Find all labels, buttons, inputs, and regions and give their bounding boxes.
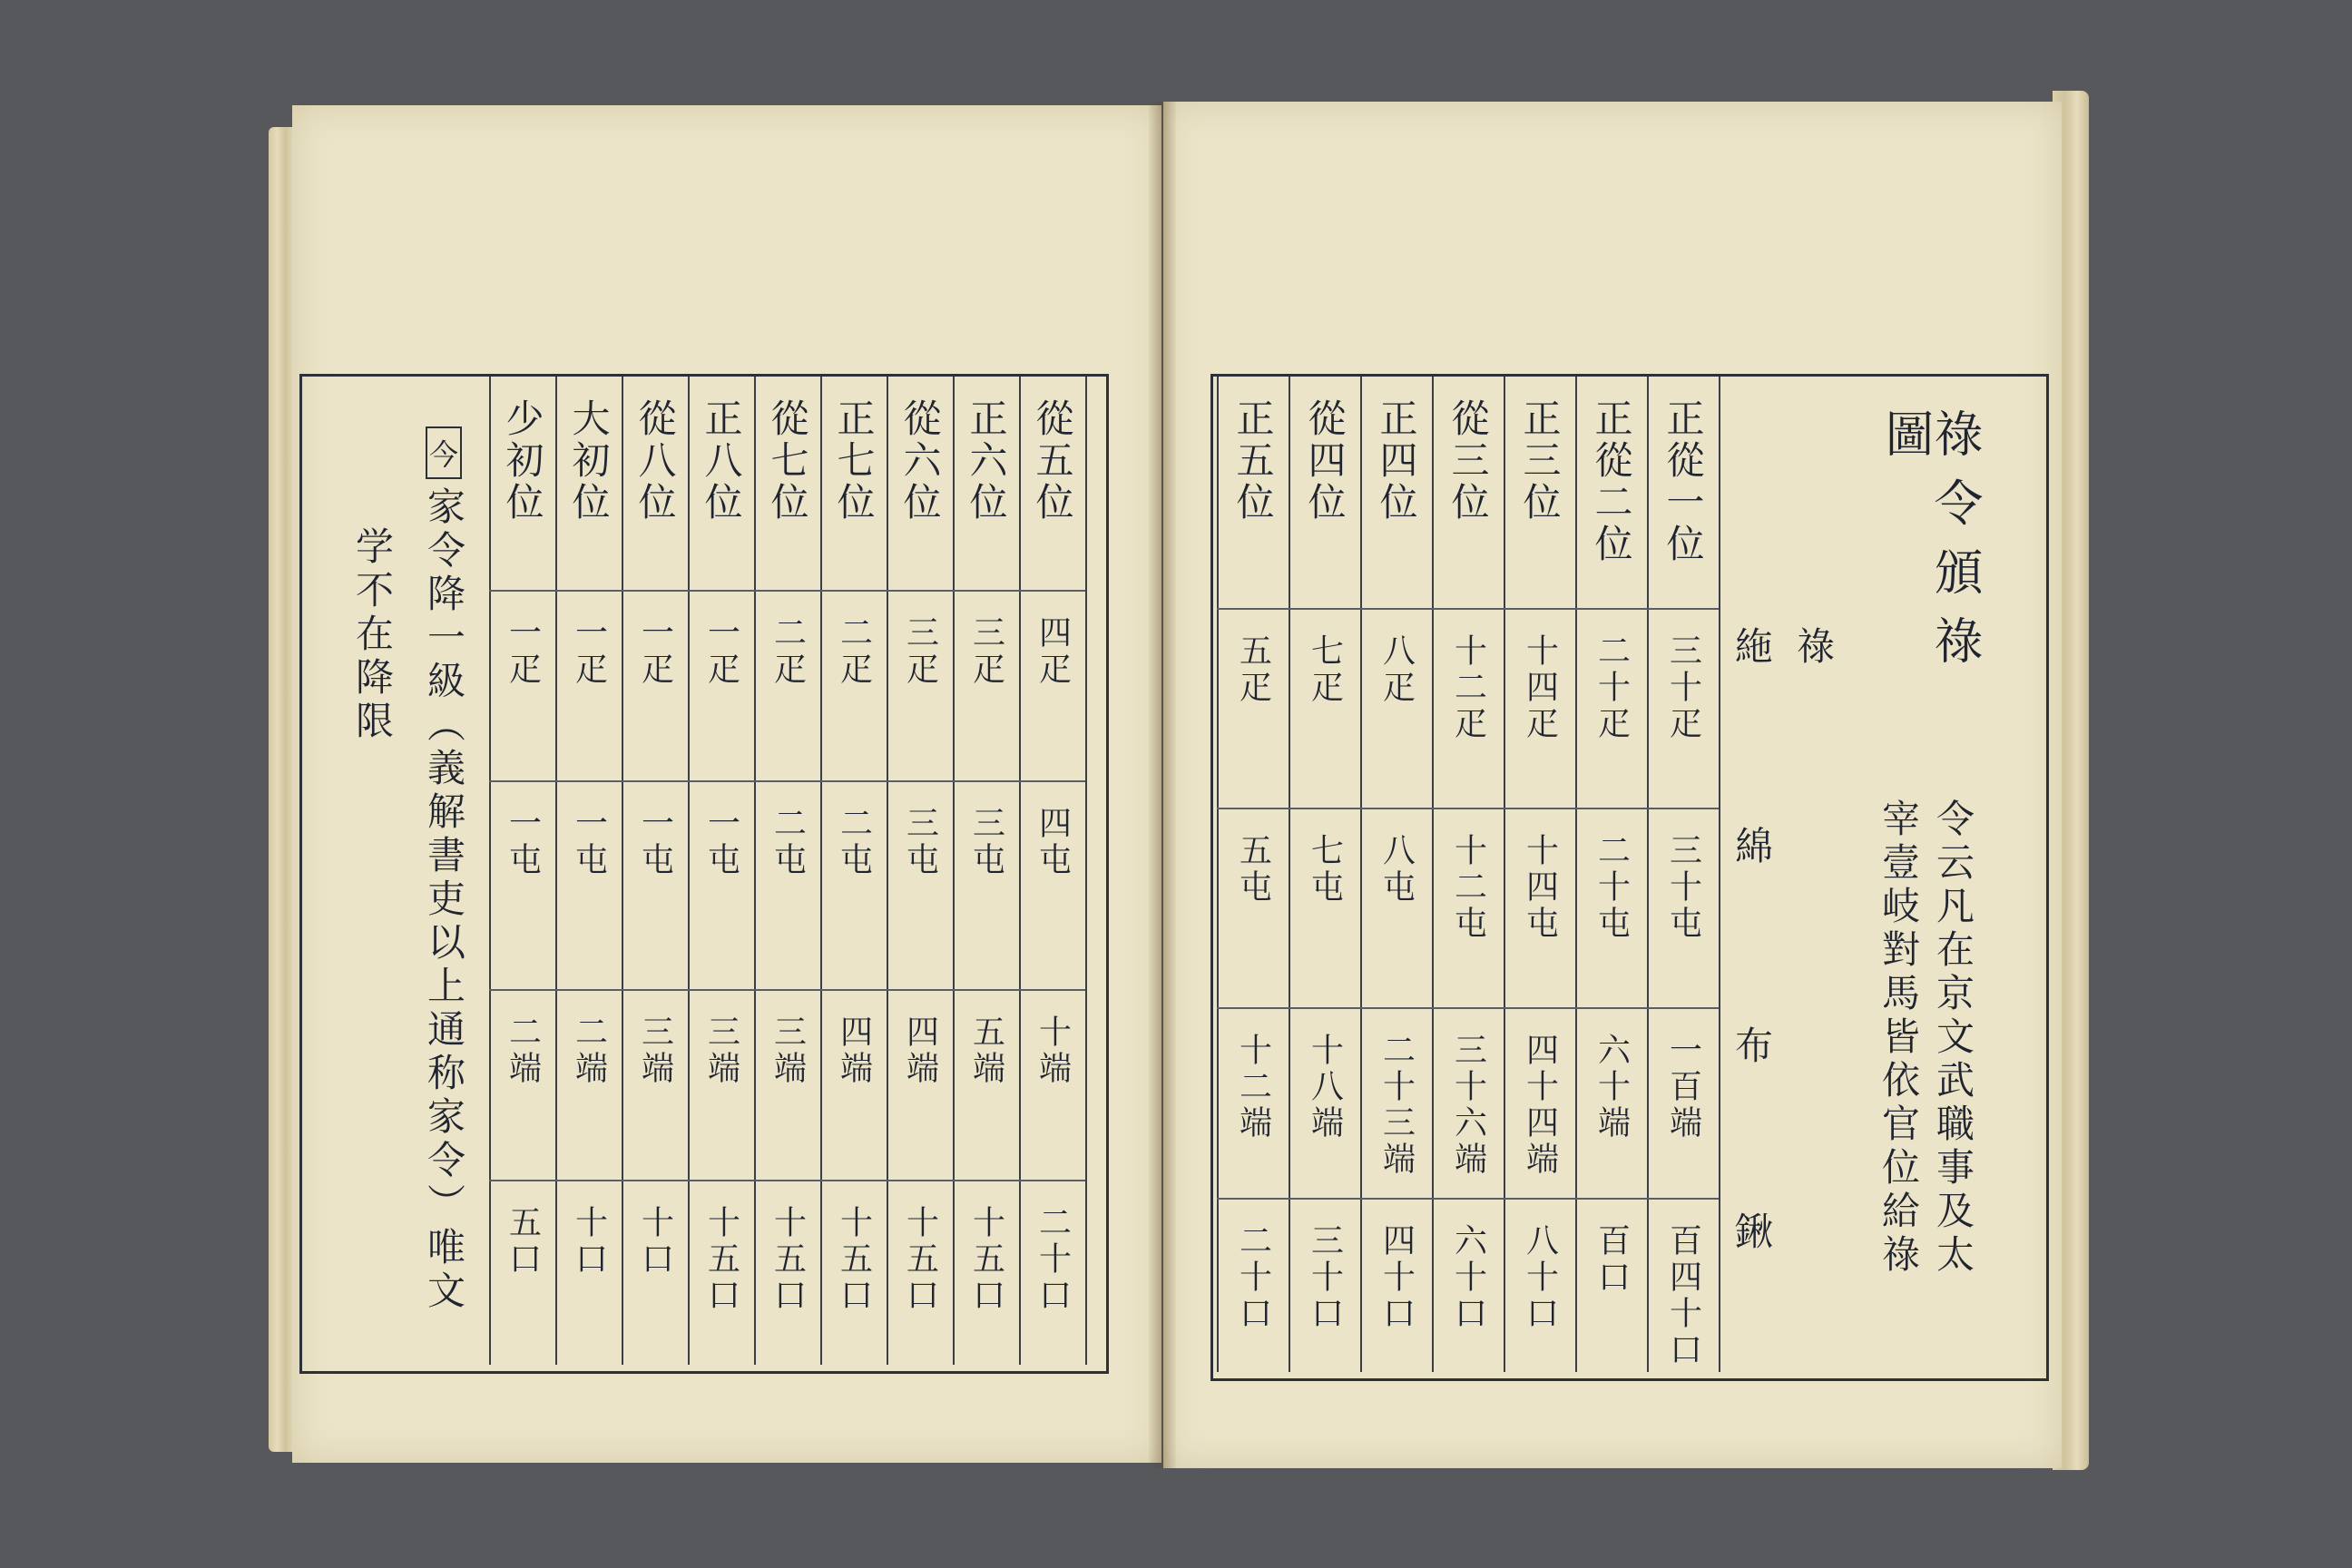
left-table-silk-0: 四疋	[1034, 615, 1072, 688]
item-label-cloth: 布	[1730, 1025, 1774, 1067]
left-table-wool-4: 二屯	[769, 806, 807, 878]
right-table-hoe-1: 百口	[1592, 1223, 1631, 1296]
intro-line-1: 令云凡在京文武職事及太	[1931, 799, 1975, 1278]
left-table-hoe-1: 十五口	[967, 1205, 1005, 1314]
left-table-silk-2: 三疋	[901, 615, 939, 688]
item-label-silk: 絁	[1730, 626, 1774, 668]
left-table-cloth-8: 二端	[504, 1014, 542, 1087]
header-label: 祿	[1791, 626, 1836, 668]
left-table-cloth-5: 三端	[702, 1014, 740, 1087]
left-table-silk-4: 二疋	[769, 615, 807, 688]
left-table-wool-7: 一屯	[570, 806, 608, 878]
right-table-rank-3: 從三位	[1446, 398, 1491, 524]
left-table-rank-7: 大初位	[566, 398, 612, 524]
left-table-col-rule	[1085, 377, 1087, 1365]
right-table-cloth-6: 十二端	[1234, 1033, 1272, 1142]
left-table-rank-5: 正八位	[699, 398, 744, 524]
left-table-wool-1: 三屯	[967, 806, 1005, 878]
right-table-hoe-0: 百四十口	[1664, 1223, 1702, 1368]
right-table-cloth-0: 一百端	[1664, 1033, 1702, 1142]
right-table-wool-2: 十四屯	[1521, 833, 1559, 942]
right-table-hoe-2: 八十口	[1521, 1223, 1559, 1332]
left-table-rank-4: 從七位	[765, 398, 810, 524]
left-table-silk-3: 二疋	[835, 615, 873, 688]
right-table-wool-0: 三十屯	[1664, 833, 1702, 942]
right-table-rank-1: 正從二位	[1589, 398, 1634, 565]
left-table-wool-8: 一屯	[504, 806, 542, 878]
left-table-cloth-6: 三端	[636, 1014, 674, 1087]
page-stack-left	[269, 127, 294, 1452]
left-table-wool-5: 一屯	[702, 806, 740, 878]
left-table-silk-5: 一疋	[702, 615, 740, 688]
left-table-hoe-3: 十五口	[835, 1205, 873, 1314]
right-table-silk-4: 八疋	[1377, 633, 1416, 706]
left-table-row-rule	[489, 1180, 1085, 1181]
left-table-rank-6: 從八位	[632, 398, 678, 524]
right-table-rank-2: 正三位	[1517, 398, 1563, 524]
left-table-hoe-0: 二十口	[1034, 1205, 1072, 1314]
left-table-wool-6: 一屯	[636, 806, 674, 878]
right-table-silk-6: 五疋	[1234, 633, 1272, 706]
note-line-1: 今 家令降一級（義解書吏以上通称家令）唯文	[403, 426, 485, 1334]
left-table-wool-3: 二屯	[835, 806, 873, 878]
book-gutter	[1149, 102, 1176, 1468]
right-table-wool-6: 五屯	[1234, 833, 1272, 906]
item-label-hoe: 鍬	[1730, 1211, 1774, 1253]
left-table-cloth-4: 三端	[769, 1014, 807, 1087]
left-table-rank-0: 從五位	[1030, 398, 1075, 524]
right-table-silk-0: 三十疋	[1664, 633, 1702, 742]
right-table-cloth-3: 三十六端	[1449, 1033, 1487, 1178]
title-block	[1862, 408, 1998, 699]
left-table-hoe-5: 十五口	[702, 1205, 740, 1314]
left-table-silk-8: 一疋	[504, 615, 542, 688]
intro-line-2: 宰壹岐對馬皆依官位給祿	[1877, 799, 1921, 1278]
left-table-cloth-7: 二端	[570, 1014, 608, 1087]
left-table-hoe-8: 五口	[504, 1205, 542, 1278]
left-table-silk-6: 一疋	[636, 615, 674, 688]
left-table-rank-8: 少初位	[500, 398, 545, 524]
right-table-row-rule	[1217, 808, 1719, 809]
right-table-hoe-3: 六十口	[1449, 1223, 1487, 1332]
right-table-row-rule	[1217, 1198, 1719, 1200]
left-table-hoe-6: 十口	[636, 1205, 674, 1278]
right-table-col-rule	[1719, 377, 1720, 1372]
left-table-rank-2: 從六位	[897, 398, 943, 524]
left-table-cloth-3: 四端	[835, 1014, 873, 1087]
right-table-wool-3: 十二屯	[1449, 833, 1487, 942]
left-table-rank-1: 正六位	[964, 398, 1009, 524]
right-table-hoe-5: 三十口	[1306, 1223, 1344, 1332]
right-table-rank-6: 正五位	[1230, 398, 1276, 524]
left-table-wool-0: 四屯	[1034, 806, 1072, 878]
note-line-2: 学不在降限	[350, 526, 395, 744]
left-table-hoe-4: 十五口	[769, 1205, 807, 1314]
stamp-label: 今	[426, 426, 462, 479]
item-label-wool: 綿	[1730, 826, 1774, 867]
right-table-hoe-4: 四十口	[1377, 1223, 1416, 1332]
left-table-cloth-2: 四端	[901, 1014, 939, 1087]
left-table-silk-7: 一疋	[570, 615, 608, 688]
left-table-cloth-0: 十端	[1034, 1014, 1072, 1087]
right-table-cloth-4: 二十三端	[1377, 1033, 1416, 1178]
right-table-cloth-5: 十八端	[1306, 1033, 1344, 1142]
right-table-silk-1: 二十疋	[1592, 633, 1631, 742]
left-table-row-rule	[489, 989, 1085, 991]
right-table-cloth-2: 四十四端	[1521, 1033, 1559, 1178]
left-table-rank-3: 正七位	[831, 398, 877, 524]
right-table-rank-0: 正從一位	[1661, 398, 1706, 565]
right-table-silk-3: 十二疋	[1449, 633, 1487, 742]
right-table-rank-4: 正四位	[1374, 398, 1419, 524]
left-table-cloth-1: 五端	[967, 1014, 1005, 1087]
right-table-wool-4: 八屯	[1377, 833, 1416, 906]
right-table-rank-5: 從四位	[1302, 398, 1348, 524]
left-table-row-rule	[489, 780, 1085, 782]
right-table-cloth-1: 六十端	[1592, 1033, 1631, 1142]
left-table-silk-1: 三疋	[967, 615, 1005, 688]
right-table-silk-5: 七疋	[1306, 633, 1344, 706]
right-table-row-rule	[1217, 1007, 1719, 1009]
right-table-silk-2: 十四疋	[1521, 633, 1559, 742]
left-table-row-rule	[489, 590, 1085, 592]
right-table-row-rule	[1217, 608, 1719, 610]
left-table-wool-2: 三屯	[901, 806, 939, 878]
left-table-hoe-7: 十口	[570, 1205, 608, 1278]
right-table-hoe-6: 二十口	[1234, 1223, 1272, 1332]
document-title: 祿令頒祿圖	[1877, 408, 1984, 684]
right-table-wool-5: 七屯	[1306, 833, 1344, 906]
right-table-wool-1: 二十屯	[1592, 833, 1631, 942]
left-table-hoe-2: 十五口	[901, 1205, 939, 1314]
